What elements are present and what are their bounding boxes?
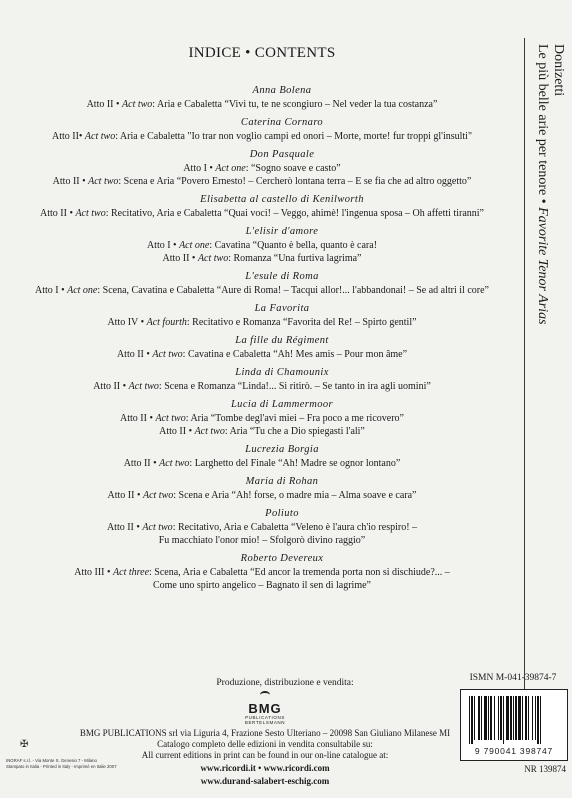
logo-sub2: BERTELSMANN bbox=[244, 720, 286, 725]
aria-line-post: : Aria e Cabaletta “Vivi tu, te ne scongiuro – Nel veder la tua costanza” bbox=[152, 99, 438, 110]
aria-line-post: Fu macchiato l'onor mio! – Sfolgorò divino raggio” bbox=[158, 535, 366, 546]
contents-entry bbox=[0, 84, 524, 111]
aria-line-post: : Scena e Aria “Povero Ernesto! – Cercherò lontana terra – E se fia che ad altro oggetto” bbox=[118, 176, 472, 187]
aria-line bbox=[0, 489, 524, 502]
aria-line bbox=[0, 521, 524, 534]
aria-line bbox=[0, 534, 524, 547]
contents-entry bbox=[0, 475, 524, 502]
aria-line-pre: Atto II • bbox=[116, 349, 153, 360]
logo-name: BMG bbox=[248, 701, 282, 716]
aria-line-post: : Cavatina “Quanto è bella, quanto è cara! bbox=[209, 240, 378, 251]
aria-line-post: : Romanza “Una furtiva lagrima” bbox=[228, 253, 362, 264]
barcode-bar bbox=[474, 696, 475, 740]
aria-line bbox=[0, 252, 524, 265]
contents-heading: INDICE • CONTENTS bbox=[188, 45, 336, 61]
barcode-bar bbox=[503, 696, 504, 744]
aria-line-pre: Atto I • bbox=[35, 285, 68, 296]
contents-list bbox=[0, 84, 524, 597]
opera-title: Caterina Cornaro bbox=[240, 117, 324, 128]
barcode-bar bbox=[510, 696, 512, 740]
barcode-bar bbox=[471, 696, 473, 744]
catalog-number: NR 139874 bbox=[524, 764, 566, 774]
barcode-bars-icon bbox=[467, 696, 561, 744]
aria-line-post: : Scena e Romanza “Linda!... Si ritirò. – Se tanto in ira agli uomini” bbox=[158, 381, 431, 392]
contents-entry bbox=[0, 398, 524, 438]
contents-entry bbox=[0, 193, 524, 220]
aria-line-post: : “Sogno soave e casto” bbox=[245, 163, 341, 174]
contents-entry bbox=[0, 334, 524, 361]
aria-line-act: Act one bbox=[67, 285, 98, 296]
printer-line: INGRAF s.r.l. - Via Monte S. Genesio 7 - Milano bbox=[6, 758, 97, 763]
barcode-bar bbox=[537, 696, 539, 744]
opera-title: La fille du Régiment bbox=[235, 335, 329, 346]
barcode-bar bbox=[484, 696, 487, 740]
aria-line-post: Come uno spirto angelico – Bagnato il sen di lagrime” bbox=[152, 580, 371, 591]
aria-line-pre: Atto II • bbox=[86, 99, 123, 110]
spine-divider bbox=[524, 38, 525, 724]
aria-line bbox=[0, 457, 524, 470]
aria-line-act: Act two bbox=[194, 426, 225, 437]
contents-entry bbox=[0, 366, 524, 393]
aria-line-act: Act two bbox=[142, 522, 173, 533]
aria-line-act: Act two bbox=[152, 349, 183, 360]
aria-line-post: : Aria “Tombe degl'avi miei – Fra poco a me ricovero” bbox=[185, 413, 404, 424]
opera-title: La Favorita bbox=[254, 303, 310, 314]
barcode-bar bbox=[481, 696, 482, 740]
barcode-bar bbox=[532, 696, 533, 740]
barcode-bar bbox=[515, 696, 517, 740]
aria-line bbox=[0, 316, 524, 329]
spine-title-en: Favorite Tenor Arias bbox=[535, 207, 550, 325]
contents-entry bbox=[0, 225, 524, 265]
aria-line bbox=[0, 162, 524, 175]
barcode bbox=[460, 689, 568, 761]
opera-title: Maria di Rohan bbox=[245, 476, 319, 487]
aria-line-pre: Atto II • bbox=[52, 176, 89, 187]
aria-line-post: : Cavatina e Cabaletta “Ah! Mes amis – Pour mon âme” bbox=[182, 349, 408, 360]
barcode-bar bbox=[469, 696, 470, 744]
barcode-bar bbox=[500, 696, 502, 740]
opera-title: Roberto Devereux bbox=[240, 553, 324, 564]
printer-legal-notice bbox=[6, 739, 118, 770]
contents-entry bbox=[0, 116, 524, 143]
barcode-bar bbox=[518, 696, 521, 740]
aria-line-act: Act two bbox=[128, 381, 159, 392]
aria-line-act: Act two bbox=[142, 490, 174, 501]
barcode-bar bbox=[498, 696, 499, 740]
website-link-durand[interactable]: www.durand-salabert-eschig.com bbox=[200, 776, 330, 786]
aria-line-post: : Recitativo e Romanza “Favorita del Re! – Spirto gentil” bbox=[186, 317, 417, 328]
barcode-bar bbox=[488, 696, 489, 740]
catalog-note-en: All current editions in print can be found in our on-line catalogue at: bbox=[141, 750, 389, 760]
aria-line bbox=[0, 239, 524, 252]
aria-line bbox=[0, 175, 524, 188]
opera-title: Elisabetta al castello di Kenilworth bbox=[200, 194, 364, 205]
aria-line bbox=[0, 348, 524, 361]
spine-separator: • bbox=[535, 195, 550, 208]
barcode-bar bbox=[528, 696, 529, 740]
aria-line-act: Act two bbox=[84, 131, 116, 142]
ismn-code: ISMN M-041-39874-7 bbox=[469, 673, 557, 683]
barcode-bar bbox=[494, 696, 495, 740]
barcode-bar bbox=[490, 696, 492, 740]
aria-line bbox=[0, 412, 524, 425]
aria-line-act: Act two bbox=[122, 99, 153, 110]
barcode-bar bbox=[525, 696, 527, 740]
aria-line-post: : Scena, Aria e Cabaletta “Ed ancor la tremenda porta non si dischiude?... – bbox=[149, 567, 450, 578]
aria-line bbox=[0, 98, 524, 111]
contents-entry bbox=[0, 552, 524, 592]
publisher-footer bbox=[60, 678, 470, 787]
spine-composer: Donizetti bbox=[551, 44, 566, 97]
aria-line-pre: Atto II • bbox=[123, 458, 160, 469]
barcode-bar bbox=[513, 696, 514, 740]
contents-entry bbox=[0, 507, 524, 547]
aria-line-act: Act fourth bbox=[146, 317, 187, 328]
aria-line-pre: Atto II • bbox=[107, 490, 143, 501]
opera-title: L'esule di Roma bbox=[245, 271, 319, 282]
aria-line bbox=[0, 566, 524, 579]
aria-line-post: : Larghetto del Finale “Ah! Madre se ognor lontano” bbox=[189, 458, 401, 469]
contents-entry bbox=[0, 270, 524, 297]
aria-line bbox=[0, 130, 524, 143]
spine-title bbox=[534, 44, 550, 684]
barcode-bar bbox=[506, 696, 509, 740]
aria-line bbox=[0, 579, 524, 592]
aria-line-pre: Atto IV • bbox=[107, 317, 147, 328]
contents-entry bbox=[0, 302, 524, 329]
aria-line-post: : Aria “Tu che a Dio spiegasti l'ali” bbox=[224, 426, 365, 437]
aria-line-post: : Scena, Cavatina e Cabaletta “Aure di Roma! – Tacqui allor!... l'abbandonai! – Se ad altri il core” bbox=[97, 285, 489, 296]
production-label: Produzione, distribuzione e vendita: bbox=[216, 678, 354, 688]
opera-title: Don Pasquale bbox=[249, 149, 315, 160]
aria-line-post: : Aria e Cabaletta "Io trar non voglio campi ed onori – Morte, morte! fur troppi gl'insulti" bbox=[115, 131, 473, 142]
aria-line-act: Act two bbox=[88, 176, 119, 187]
aria-line-pre: Atto II • bbox=[162, 253, 198, 264]
aria-line-pre: Atto II • bbox=[40, 208, 76, 219]
aria-line-act: Act two bbox=[197, 253, 229, 264]
spine-title-it: Le più belle arie per tenore bbox=[535, 44, 550, 196]
printed-in-line: Stampato in Italia - Printed in Italy - Imprimé en Italie 2007 bbox=[6, 764, 117, 769]
aria-line bbox=[0, 284, 524, 297]
website-link-ricordi[interactable]: www.ricordi.it • www.ricordi.com bbox=[200, 763, 330, 773]
opera-title: L'elisir d'amore bbox=[245, 226, 319, 237]
aria-line-act: Act two bbox=[75, 208, 106, 219]
aria-line-act: Act two bbox=[159, 458, 190, 469]
aria-line-act: Act three bbox=[113, 567, 150, 578]
aria-line-pre: Atto II• bbox=[51, 131, 85, 142]
opera-title: Lucrezia Borgia bbox=[245, 444, 319, 455]
aria-line bbox=[0, 380, 524, 393]
opera-title: Linda di Chamounix bbox=[235, 367, 329, 378]
aria-line-post: : Recitativo, Aria e Cabaletta “Quai voci! – Veggo, ahimè! l'ingenua sposa – Oh affetti tiranni” bbox=[105, 208, 484, 219]
barcode-digits: 9 790041 398747 bbox=[474, 746, 554, 756]
publisher-address: BMG PUBLICATIONS srl via Liguria 4, Frazione Sesto Ulteriano – 20098 San Giuliano Milanese MI bbox=[79, 728, 451, 738]
aria-line-pre: Atto III • bbox=[74, 567, 114, 578]
opera-title: Anna Bolena bbox=[252, 85, 312, 96]
aria-line bbox=[0, 425, 524, 438]
aria-line-post: : Recitativo, Aria e Cabaletta “Veleno è l'aura ch'io respiro! – bbox=[172, 522, 418, 533]
barcode-bar bbox=[478, 696, 480, 740]
aria-line-pre: Atto II • bbox=[120, 413, 156, 424]
spine-text bbox=[530, 44, 566, 684]
opera-title: Poliuto bbox=[265, 508, 299, 519]
barcode-bar bbox=[540, 696, 541, 744]
aria-line-act: Act one bbox=[179, 240, 210, 251]
aria-line-pre: Atto I • bbox=[183, 163, 216, 174]
aria-line-act: Act two bbox=[155, 413, 186, 424]
aria-line-pre: Atto II • bbox=[159, 426, 195, 437]
catalog-note-it: Catalogo completo delle edizioni in vendita consultabile su: bbox=[157, 739, 373, 749]
aria-line-pre: Atto II • bbox=[93, 381, 129, 392]
aria-line-pre: Atto I • bbox=[146, 240, 180, 251]
aria-line-act: Act one bbox=[215, 163, 246, 174]
bmg-logo bbox=[230, 691, 300, 725]
aria-line-pre: Atto II • bbox=[106, 522, 143, 533]
opera-title: Lucia di Lammermoor bbox=[230, 399, 334, 410]
emblem-icon: ✠ bbox=[20, 739, 29, 750]
aria-line-post: : Scena e Aria “Ah! forse, o madre mia – Alma soave e cara” bbox=[173, 490, 417, 501]
barcode-bar bbox=[535, 696, 536, 740]
contents-entry bbox=[0, 443, 524, 470]
barcode-bar bbox=[522, 696, 523, 740]
logo-sub: PUBLICATIONS bbox=[245, 715, 285, 720]
aria-line bbox=[0, 207, 524, 220]
contents-entry bbox=[0, 148, 524, 188]
